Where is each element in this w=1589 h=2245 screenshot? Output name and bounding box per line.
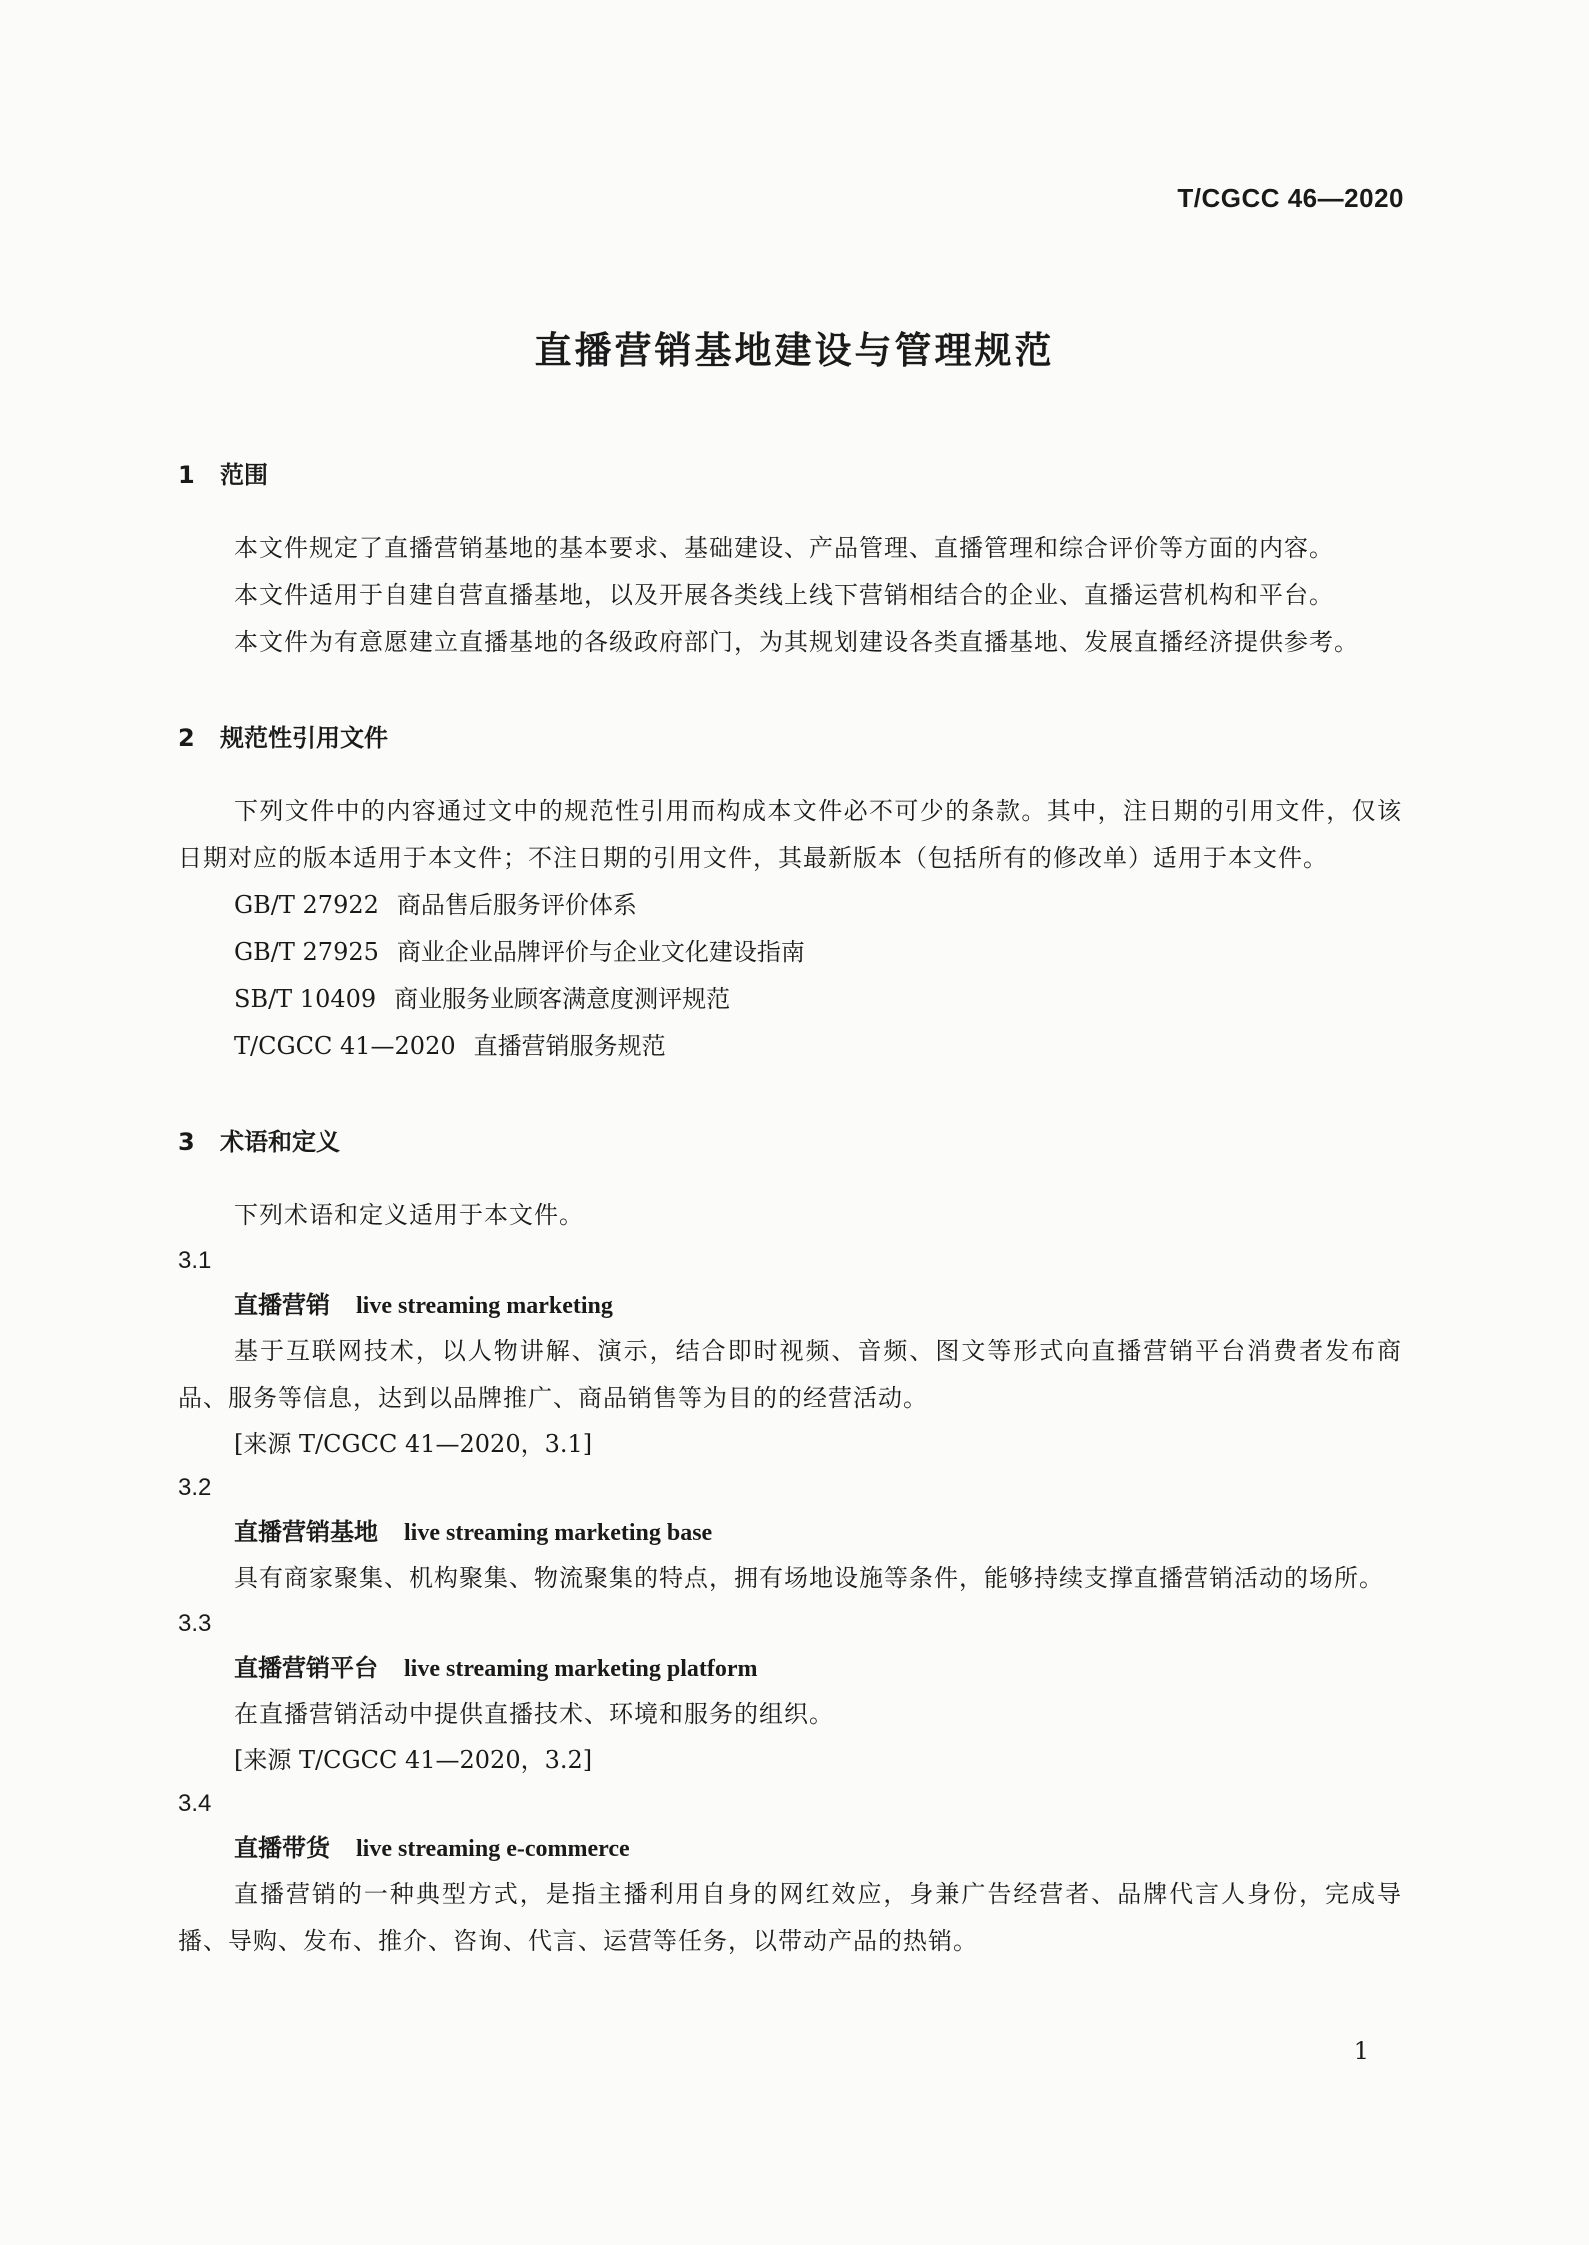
- term-title: [178, 1283, 1402, 1328]
- term-zh: 直播营销基地: [234, 1518, 378, 1546]
- paragraph: 下列术语和定义适用于本文件。: [234, 1201, 584, 1229]
- paragraph: 本文件为有意愿建立直播基地的各级政府部门，为其规划建设各类直播基地、发展直播经济提供参考。: [234, 628, 1359, 656]
- reference-code: GB/T 27925: [234, 938, 379, 966]
- reference-code: GB/T 27922: [234, 891, 379, 919]
- section-heading-normative-references: [178, 718, 1402, 758]
- standard-code: T/CGCC 46—2020: [1177, 183, 1404, 213]
- term-definition: 具有商家聚集、机构聚集、物流聚集的特点，拥有场地设施等条件，能够持续支撑直播营销活动的场所。: [234, 1564, 1384, 1592]
- reference-name: 商业服务业顾客满意度测评规范: [394, 985, 731, 1013]
- document-title: 直播营销基地建设与管理规范: [534, 329, 1055, 372]
- paragraph: 本文件适用于自建自营直播基地，以及开展各类线上线下营销相结合的企业、直播运营机构和平台。: [234, 581, 1334, 609]
- section-title: 范围: [220, 461, 268, 489]
- term-number: 3.4: [178, 1790, 212, 1817]
- section-number: 2: [178, 724, 195, 752]
- paragraph: 下列文件中的内容通过文中的规范性引用而构成本文件必不可少的条款。其中，注日期的引用文件，仅该日期对应的版本适用于本文件；不注日期的引用文件，其最新版本（包括所有的修改单）适用于本文件。: [178, 797, 1402, 872]
- section-heading-terms-definitions: [178, 1122, 1402, 1162]
- term-zh: 直播营销: [234, 1291, 330, 1319]
- reference-item: [178, 1023, 1402, 1070]
- term-source: [来源 T/CGCC 41—2020，3.1]: [234, 1430, 593, 1458]
- term-number: 3.1: [178, 1247, 212, 1274]
- term-source: [来源 T/CGCC 41—2020，3.2]: [234, 1746, 593, 1774]
- reference-item: [178, 929, 1402, 976]
- reference-name: 商业企业品牌评价与企业文化建设指南: [396, 938, 805, 966]
- section-number: 1: [178, 461, 195, 489]
- reference-code: T/CGCC 41—2020: [234, 1032, 456, 1060]
- reference-item: [178, 976, 1402, 1023]
- term-title: [178, 1510, 1402, 1555]
- term-zh: 直播带货: [234, 1834, 330, 1862]
- reference-name: 商品售后服务评价体系: [396, 891, 637, 919]
- term-number: 3.3: [178, 1610, 212, 1637]
- term-en: live streaming marketing platform: [404, 1656, 758, 1682]
- term-title: [178, 1646, 1402, 1691]
- section-heading-scope: [178, 455, 1402, 495]
- term-en: live streaming marketing base: [404, 1520, 713, 1546]
- term-definition: 基于互联网技术，以人物讲解、演示，结合即时视频、音频、图文等形式向直播营销平台消费者发布商品、服务等信息，达到以品牌推广、商品销售等为目的的经营活动。: [178, 1337, 1402, 1412]
- page-number: 1: [1353, 2037, 1369, 2065]
- reference-name: 直播营销服务规范: [473, 1032, 666, 1060]
- document-body: [178, 455, 1402, 1965]
- term-en: live streaming marketing: [356, 1293, 613, 1319]
- reference-code: SB/T 10409: [234, 985, 377, 1013]
- section-title: 术语和定义: [220, 1128, 340, 1156]
- reference-item: [178, 882, 1402, 929]
- section-number: 3: [178, 1128, 195, 1156]
- term-number: 3.2: [178, 1474, 212, 1501]
- section-title: 规范性引用文件: [220, 724, 388, 752]
- paragraph: 本文件规定了直播营销基地的基本要求、基础建设、产品管理、直播管理和综合评价等方面的内容。: [234, 534, 1334, 562]
- term-title: [178, 1826, 1402, 1871]
- term-definition: 在直播营销活动中提供直播技术、环境和服务的组织。: [234, 1700, 834, 1728]
- term-en: live streaming e-commerce: [356, 1836, 630, 1862]
- term-definition: 直播营销的一种典型方式，是指主播利用自身的网红效应，身兼广告经营者、品牌代言人身份，完成导播、导购、发布、推介、咨询、代言、运营等任务，以带动产品的热销。: [178, 1880, 1402, 1955]
- term-zh: 直播营销平台: [234, 1654, 378, 1682]
